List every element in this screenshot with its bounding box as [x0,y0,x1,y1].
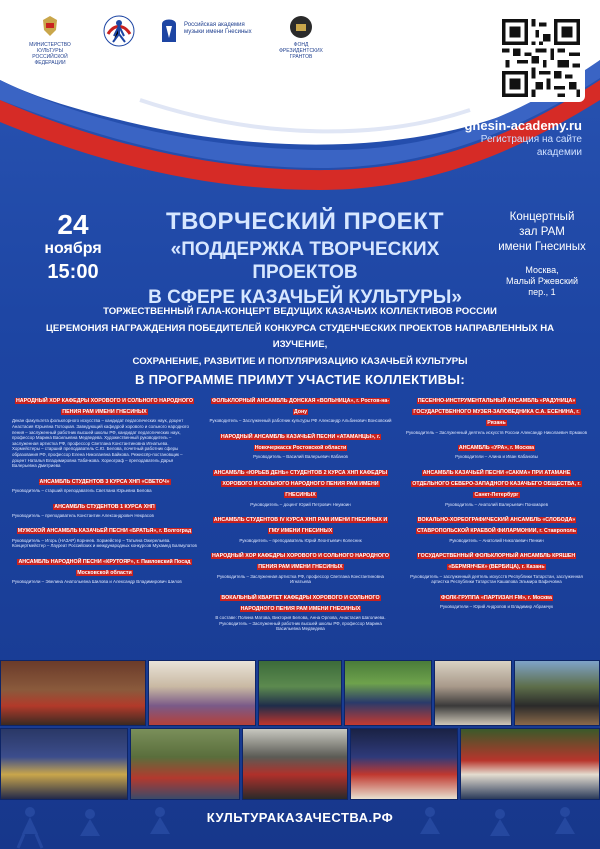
gnesin-logo [158,14,254,44]
venue-address-1: Москва, [525,265,559,275]
venue-line-3: имени Гнесиных [498,241,586,253]
ensemble-photo [258,660,342,726]
ensemble-leaders: Руководитель – Заслуженный деятель искусств России Александр Николаевич Ермаков [406,429,587,435]
ensemble-leaders: Руководители – Юрий Андропов и Владимир Абрамчук [439,604,553,609]
registration-note-line1: Регистрация на сайте [480,134,582,145]
ministry-emblem-icon [37,14,63,40]
ensemble-leaders: Руководитель – Анатолий Николаевич Пенкин [449,537,544,543]
ensemble-name: АНСАМБЛЬ СТУДЕНТОВ 3 КУРСА ХНП «СВЕТОЧ» [39,478,170,485]
event-date [38,210,108,284]
presidential-fund-logo-text: ФОНД ФРЕЗИДЕНТСКИХ ГРАНТОВ [279,42,323,60]
footer-website[interactable]: КУЛЬТУРАКАЗАЧЕСТВА.РФ [206,810,394,825]
ensemble-leaders: Руководитель – Заслуженный работник культуры РФ Александр Альбинович Вонсовский [209,418,392,424]
ensemble-name: АНСАМБЛЬ СТУДЕНТОВ 1 КУРСА ХНП [54,503,155,510]
ensemble-entry [208,549,393,585]
ministry-logo [20,14,80,66]
ensemble-entry [12,524,197,548]
ensemble-photo [148,660,256,726]
ensemble-photo [344,660,432,726]
ensemble-leaders: Руководитель – Василий Валерьевич Кабанов [253,454,348,460]
ensemble-entry [404,549,589,585]
registration-qr-code[interactable] [497,14,585,102]
ensemble-entry [404,466,589,507]
presidential-fund-logo [276,14,326,60]
venue-info [496,210,588,298]
ensemble-name: ВОКАЛЬНО-ХОРЕОГРАФИЧЕСКИЙ АНСАМБЛЬ «СЛОБОДА» СТАВРОПОЛЬСКОЙ КРАЕВОЙ ФИЛАРМОНИИ, г. Ставрополь [416,517,577,535]
registration-note-line2: академии [536,147,582,158]
ensemble-photo [350,728,458,800]
ensemble-leaders: Руководитель – Заслуженная артистка РФ, профессор Светлана Константиновна Игнатьева [217,573,384,585]
ensemble-entry [404,394,589,435]
program-column-2 [208,394,393,638]
event-time: 15:00 [47,261,99,283]
ensemble-entry [208,430,393,460]
ensemble-name: АНСАМБЛЬ НАРОДНОЙ ПЕСНИ «КРУТОЯР», г. Павловский Посад Московской области [18,558,191,576]
cossack-logo [102,14,136,48]
website-info [464,118,582,159]
ensemble-name: ФОЛЬКЛОРНЫЙ АНСАМБЛЬ ДОНСКАЯ «ВОЛЬНИЦА», г. Ростов-на-Дону [211,398,390,416]
qr-code-icon [502,19,580,97]
program-column-1 [12,394,197,591]
ensemble-photo [242,728,348,800]
ensemble-name: ГОСУДАРСТВЕННЫЙ ФОЛЬКЛОРНЫЙ АНСАМБЛЬ КРЯШЕН «БЕРМЯНЧЕК» (ВЕРБИЦА), г. Казань [417,553,576,571]
ensemble-leaders: Декан факультета фольклорного искусства – кандидат педагогических наук, доцент Анастасия Юрьевна Потоцкая. Заведующий кафедрой хорового и сольного народного пения – заслуженный работник высшей школы РФ, кандидат педагогических наук, профессор Марина Васильевна Медведева. Художественный руководитель – заслуженная артистка РФ, профессор Светлана Константиновна Игнатьева. Хормейстеры – старший преподаватель С.Ю. Белова, почетный работник сферы образования РФ, профессор Елена Николаевна Байкова. Режиссёр-постановщик – доцент Наталья Владимировна Табачкова. Хореограф – преподаватель Дарья Валерьевна Дмитриева [12,418,189,469]
ensemble-entry [12,555,197,585]
ensemble-photo [0,660,146,726]
event-month: ноября [44,240,102,257]
program-heading: В ПРОГРАММЕ ПРИМУТ УЧАСТИЕ КОЛЛЕКТИВЫ: [135,372,465,387]
presidential-fund-logo-icon [288,14,314,40]
ensemble-photo [514,660,600,726]
project-title [120,208,490,309]
ensemble-leaders: Руководитель – доцент Юрий Петрович Неумоин [250,501,351,507]
ensemble-leaders: Руководитель – заслуженный деятель искусств Республики Татарстан, заслуженная артистка Республики Татарстан Кашапова Эльмира Вафичовна [410,573,583,585]
gnesin-academy-logo-icon [158,14,180,44]
event-description [20,304,580,370]
event-day: 24 [57,209,89,240]
ensemble-leaders: Руководитель – Игорь (НАЗАР) Корнеев. Хормейстер – Татьяна Ожерельева. Концертмейстер – Лауреат Российских и международных конкурсов Мухамед Балмулатов [12,537,197,549]
ensemble-entry [404,513,589,543]
cossack-dancer-logo-icon [102,14,136,48]
ensemble-leaders: Руководитель – старший преподаватель Светлана Юрьевна Белова [12,487,152,493]
ensemble-leaders: Руководитель – преподаватель Юрий Леонтьевич Колесник [239,537,362,543]
gnesin-logo-text: Российская академия музыки имени Гнесиных [184,22,252,35]
ensemble-name: АНСАМБЛЬ КАЗАЧЬЕЙ ПЕСНИ «САКМА» ПРИ АТАМАНЕ ОТДЕЛЬНОГО СЕВЕРО-ЗАПАДНОГО КАЗАЧЬЕГО ОБЩЕСТВА, г. Санкт-Петербург [412,470,581,499]
ensemble-entry [208,591,393,632]
ensemble-name: ФОЛК-ГРУППА «ПАРТИЗАН FM», г. Москва [441,594,552,601]
ensemble-entry [208,513,393,543]
description-line-1: ТОРЖЕСТВЕННЫЙ ГАЛА-КОНЦЕРТ ВЕДУЩИХ КАЗАЧЬИХ КОЛЛЕКТИВОВ РОССИИ [103,306,497,317]
venue-address-2: Малый Ржевский пер., 1 [505,276,579,297]
title-line-3: В СФЕРЕ КАЗАЧЬЕЙ КУЛЬТУРЫ» [148,287,462,308]
ensemble-name: АНСАМБЛЬ «ЮРЬЕВ ДЕНЬ» СТУДЕНТОВ 2 КУРСА ХНП КАФЕДРЫ ХОРОВОГО И СОЛЬНОГО НАРОДНОГО ПЕНИЯ РАМ ИМЕНИ ГНЕСИНЫХ [213,470,388,499]
program-column-3 [404,394,589,616]
ensemble-leaders: Руководитель – преподаватель Константин Александрович Некрасов [12,512,154,518]
ensemble-leaders: Руководитель – Анатолий Валерьевич Пономарев [445,501,548,507]
ensemble-entry [208,466,393,507]
venue-line-2: зал РАМ [519,226,565,238]
ensemble-name: АНСАМБЛЬ СТУДЕНТОВ IV КУРСА ХНП РАМ ИМЕНИ ГНЕСИНЫХ И ГМУ ИМЕНИ ГНЕСИНЫХ [213,517,388,535]
ensemble-entry [12,500,197,519]
ensemble-name: МУЖСКОЙ АНСАМБЛЬ КАЗАЧЬЕЙ ПЕСНИ «БРАТЬЯ», г. Волгоград [17,528,192,535]
ensemble-name: ВОКАЛЬНЫЙ КВАРТЕТ КАФЕДРЫ ХОРОВОГО И СОЛЬНОГО НАРОДНОГО ПЕНИЯ РАМ ИМЕНИ ГНЕСИНЫХ [221,594,380,612]
ensemble-photo [0,728,128,800]
ensemble-entry [404,441,589,460]
ensemble-entry [208,394,393,424]
ensemble-photo [130,728,240,800]
ensemble-name: НАРОДНЫЙ АНСАМБЛЬ КАЗАЧЬЕЙ ПЕСНИ «АТАМАНЦЫ», г. Новочеркасск Ростовской области [220,434,381,452]
title-line-2: «ПОДДЕРЖКА ТВОРЧЕСКИХ ПРОЕКТОВ [170,239,440,283]
website-url[interactable]: gnesin-academy.ru [464,118,582,133]
description-line-3: СОХРАНЕНИЕ, РАЗВИТИЕ И ПОПУЛЯРИЗАЦИЮ КАЗАЧЬЕЙ КУЛЬТУРЫ [132,355,468,367]
ensemble-entry [404,591,589,610]
ensemble-photo-collage [0,660,600,800]
description-line-2: ЦЕРЕМОНИЯ НАГРАЖДЕНИЯ ПОБЕДИТЕЛЕЙ КОНКУРСА СТУДЕНЧЕСКИХ ПРОЕКТОВ НАПРАВЛЕННЫХ НА ИЗУЧЕНИЕ, [45,322,555,350]
ensemble-leaders: В составе: Полина Матова, Виктория Белова, Анна Орлова, Анастасия Шаголиева. Руководитель – Заслуженный работник высшей школы РФ, профессор Марина Васильевна Медведева [215,615,386,632]
ensemble-photo [434,660,512,726]
ensemble-entry [12,475,197,494]
ensemble-leaders: Руководители – Алина и Иван Кабановы [455,454,538,460]
ensemble-name: НАРОДНЫЙ ХОР КАФЕДРЫ ХОРОВОГО И СОЛЬНОГО НАРОДНОГО ПЕНИЯ РАМ ИМЕНИ ГНЕСИНЫХ [211,553,390,571]
partner-logos [20,14,323,66]
ensemble-entry [12,394,197,469]
title-line-1: ТВОРЧЕСКИЙ ПРОЕКТ [165,208,445,235]
ministry-logo-text: МИНИСТЕРСТВО КУЛЬТУРЫ РОССИЙСКОЙ ФЕДЕРАЦИИ [29,42,71,66]
ensemble-photo [460,728,600,800]
venue-line-1: Концертный [509,211,575,223]
ensemble-name: ПЕСЕННО-ИНСТРУМЕНТАЛЬНЫЙ АНСАМБЛЬ «РАДУНИЦА» ГОСУДАРСТВЕННОГО МУЗЕЯ-ЗАПОВЕДНИКА С.А. ЕСЕНИНА, г. Рязань [413,398,580,427]
ensemble-name: АНСАМБЛЬ «УРА», г. Москва [458,445,535,452]
ensemble-leaders: Руководители – Эвелина Анатольевна Шилова и Александр Владимирович Шилов [12,579,182,585]
ensemble-name: НАРОДНЫЙ ХОР КАФЕДРЫ ХОРОВОГО И СОЛЬНОГО НАРОДНОГО ПЕНИЯ РАМ ИМЕНИ ГНЕСИНЫХ [15,398,194,416]
